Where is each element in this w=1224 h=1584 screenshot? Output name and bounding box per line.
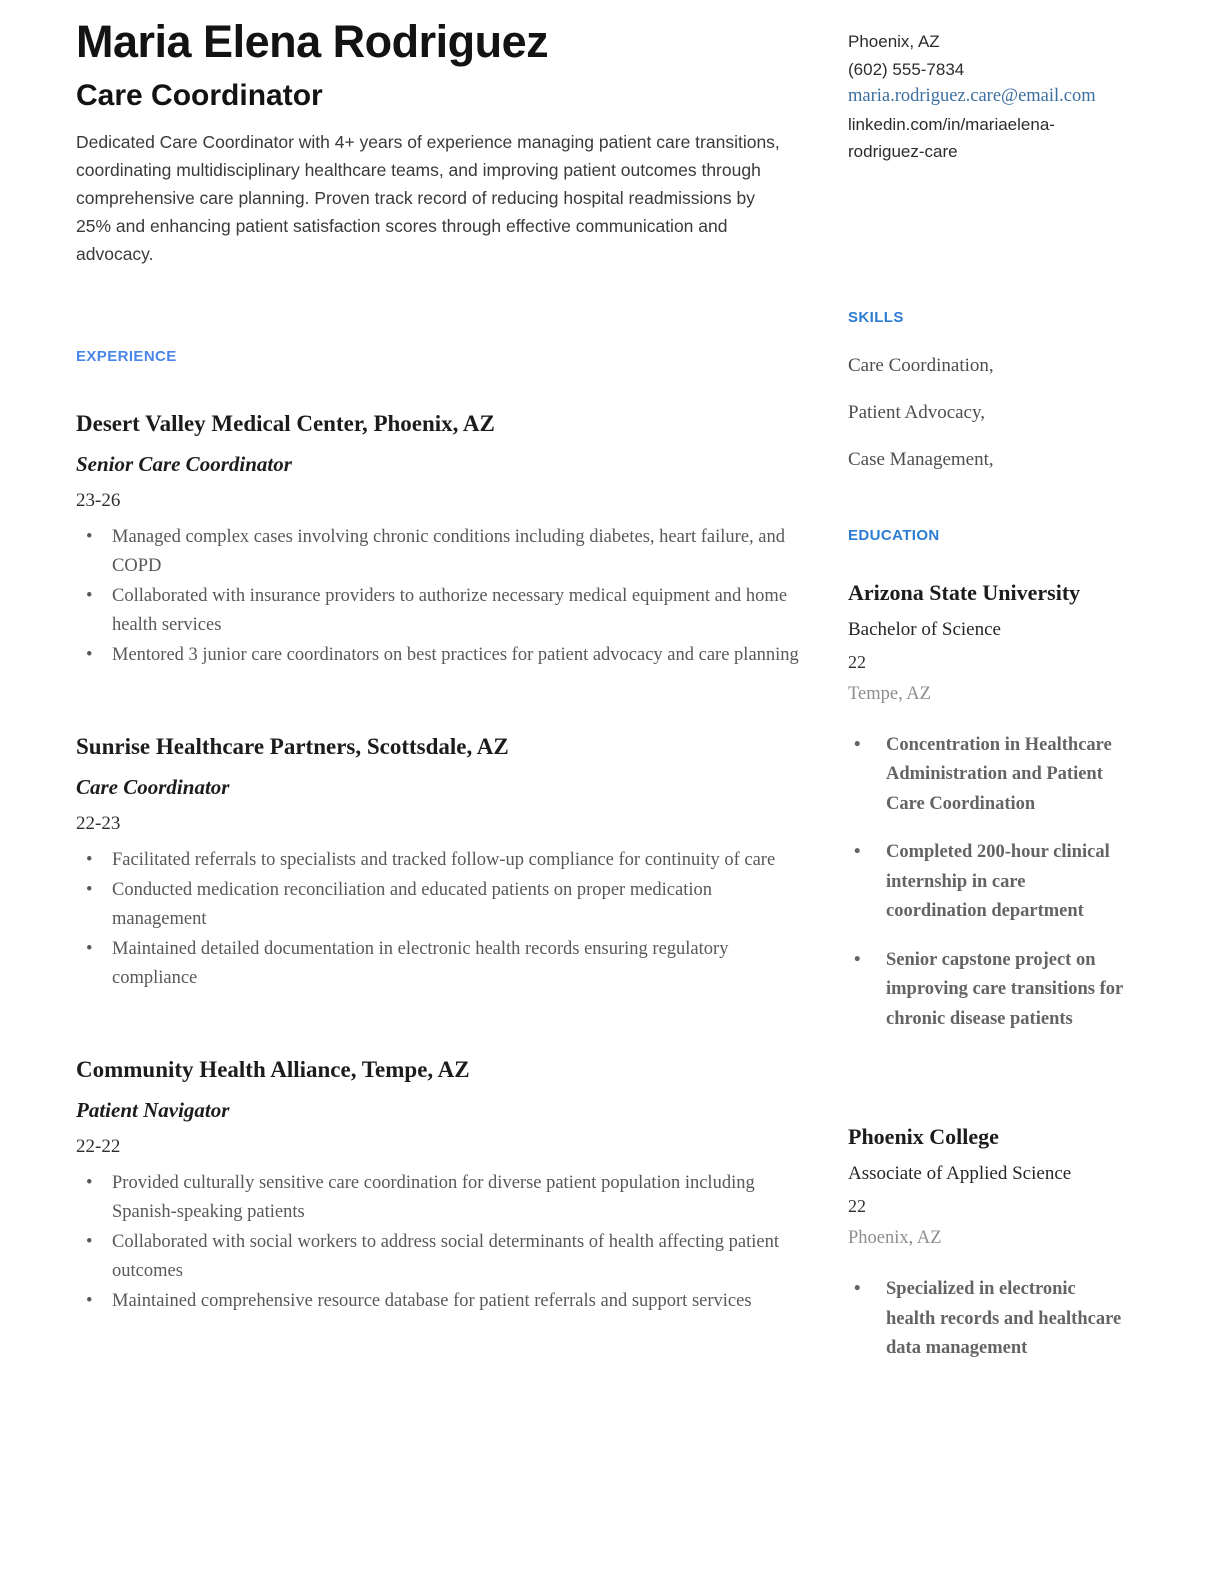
job-entry (76, 411, 800, 670)
main-column (76, 16, 800, 1317)
school-location: Tempe, AZ (848, 683, 931, 704)
skills-list (848, 355, 1128, 471)
person-name: Maria Elena Rodriguez (76, 16, 549, 67)
school-bullet: • Specialized in electronic health records and healthcare data management (848, 1275, 1128, 1364)
job-bullet-list (76, 1169, 800, 1316)
job-role-title: Senior Care Coordinator (76, 451, 292, 476)
job-bullet: • Mentored 3 junior care coordinators on best practices for patient advocacy and care planning (76, 641, 800, 670)
skill-item: Care Coordination, (848, 354, 994, 376)
experience-section-heading: EXPERIENCE (76, 347, 177, 365)
job-dates: 23-26 (76, 489, 121, 511)
summary-paragraph: Dedicated Care Coordinator with 4+ years of experience managing patient care transitions, coordinating multidisciplinary healthcare teams, and improving patient outcomes through comprehensive care planning. Proven track record of reducing hospital readmissions by 25% and enhancing patient satisfaction scores through effective communication and advocacy. (76, 131, 780, 264)
job-role-title: Patient Navigator (76, 1097, 230, 1122)
job-bullet: • Maintained comprehensive resource database for patient referrals and support services (76, 1287, 800, 1316)
education-school-list (848, 580, 1128, 1364)
sidebar-column (848, 16, 1128, 1383)
contact-email-link[interactable]: maria.rodriguez.care@email.com (848, 86, 1096, 106)
school-bullet: • Senior capstone project on improving care transitions for chronic disease patients (848, 946, 1128, 1035)
school-entry (848, 580, 1128, 1035)
skills-section-heading: SKILLS (848, 308, 904, 326)
school-bullet: • Concentration in Healthcare Administration and Patient Care Coordination (848, 731, 1128, 820)
school-grad-year: 22 (848, 1196, 866, 1216)
school-bullet: • Completed 200-hour clinical internship in care coordination department (848, 838, 1128, 927)
contact-phone: (602) 555-7834 (848, 59, 965, 79)
job-bullet: • Collaborated with insurance providers to authorize necessary medical equipment and home health services (76, 582, 800, 640)
job-bullet-list (76, 846, 800, 993)
job-dates: 22-23 (76, 812, 121, 834)
experience-job-list (76, 411, 800, 1316)
job-dates: 22-22 (76, 1135, 121, 1157)
job-bullet: • Managed complex cases involving chronic conditions including diabetes, heart failure, and COPD (76, 523, 800, 581)
skill-item: Patient Advocacy, (848, 401, 986, 423)
job-bullet: • Facilitated referrals to specialists and tracked follow-up compliance for continuity of care (76, 846, 800, 875)
school-degree: Associate of Applied Science (848, 1163, 1072, 1184)
contact-location: Phoenix, AZ (848, 32, 940, 51)
job-entry (76, 1057, 800, 1316)
education-section-heading: EDUCATION (848, 526, 940, 544)
job-bullet: • Maintained detailed documentation in electronic health records ensuring regulatory compliance (76, 935, 800, 993)
school-degree: Bachelor of Science (848, 618, 1001, 640)
job-bullet: • Collaborated with social workers to address social determinants of health affecting patient outcomes (76, 1228, 800, 1286)
contact-block (848, 28, 1128, 166)
job-company: Community Health Alliance, Tempe, AZ (76, 1056, 470, 1082)
school-bullet-list (848, 731, 1128, 1035)
skill-item: Case Management, (848, 448, 994, 470)
job-company: Desert Valley Medical Center, Phoenix, AZ (76, 410, 495, 436)
job-bullet: • Provided culturally sensitive care coordination for diverse patient population including Spanish-speaking patients (76, 1169, 800, 1227)
job-bullet: • Conducted medication reconciliation and educated patients on proper medication management (76, 876, 800, 934)
school-name: Arizona State University (848, 579, 1081, 605)
school-name: Phoenix College (848, 1124, 999, 1149)
job-role-title: Care Coordinator (76, 774, 230, 799)
school-grad-year: 22 (848, 651, 866, 672)
job-entry (76, 734, 800, 993)
school-location: Phoenix, AZ (848, 1228, 942, 1248)
person-job-title: Care Coordinator (76, 78, 323, 112)
job-company: Sunrise Healthcare Partners, Scottsdale, AZ (76, 733, 509, 759)
school-entry (848, 1124, 1128, 1364)
school-bullet-list (848, 1275, 1128, 1364)
contact-linkedin: linkedin.com/in/mariaelena-rodriguez-care (848, 114, 1055, 161)
job-bullet-list (76, 523, 800, 670)
